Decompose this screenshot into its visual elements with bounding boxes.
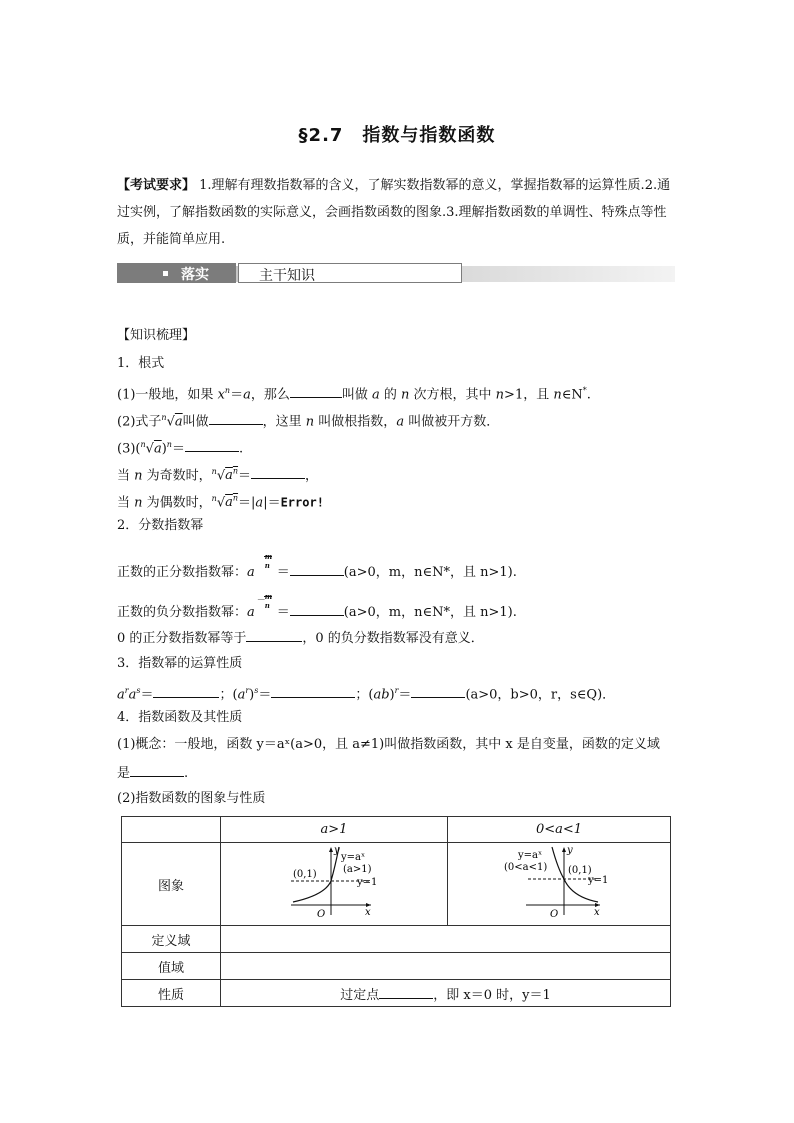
property-cell [221,980,671,1007]
exam-requirements [117,172,677,253]
negative-fraction-exponent: － m n [256,592,273,610]
concept-line-1: (1)概念：一般地，函数 y＝aˣ(a>0，且 a≠1)叫做指数函数，其中 x 是自变量，函数的定义域 [117,737,660,752]
graph1-y-equals-1: y=1 [357,877,378,888]
banner-dark-label: 落实 [181,267,209,283]
heading-radical: 1．根式 [117,356,165,371]
graph2-condition: (0<a<1) [504,862,548,873]
row-label-range: 值域 [122,953,221,980]
graph2-point: (0,1) [568,865,592,876]
graph1-equation: y=aˣ [341,852,366,863]
properties-table [121,816,671,1007]
concept-text-b: 是 [117,766,131,781]
row-label-domain: 定义域 [122,926,221,953]
header-a-lt-1: 0<a<1 [448,817,671,843]
requirements-label: 【考试要求】 [117,178,196,193]
graph-increasing [221,843,447,921]
y-axis-label: y [334,845,340,856]
positive-fraction-condition: (a>0，m，n∈N*，且 n>1). [343,565,517,580]
graph-heading: (2)指数函数的图象与性质 [117,791,266,806]
graph2-equation: y=aˣ [518,850,543,861]
radical-line-2: (2)式子$^n$√a叫做 ，这里 n 叫做根指数，a 叫做被开方数． [117,413,500,430]
knowledge-heading: 【知识梳理】 [117,328,196,343]
banner-square-icon [163,271,168,276]
domain-cell [221,926,671,953]
heading-operations: 3．指数幂的运算性质 [117,656,243,671]
row-label-graph: 图象 [122,843,221,926]
banner-light-label: 主干知识 [259,268,315,284]
zero-fraction-text-b: ，0 的负分数指数幂没有意义． [302,631,484,646]
banner-dark-tab [117,263,236,283]
negative-fraction-label: 正数的负分数指数幂： [117,605,248,620]
table-row-graph [122,843,671,926]
positive-fraction-line: 正数的正分数指数幂：a m n ＝ (a>0，m，n∈N*，且 n>1). [117,552,517,580]
radical-line-even: 当 n 为偶数时，$^n√a^n=|a|=Error$! [117,494,324,511]
zero-fraction-line [117,628,484,648]
graph-cell-increasing [221,843,448,926]
graph2-y-label: y [567,845,573,856]
error-text: Error! [280,495,324,510]
operations-line: $a^ra^s=$ ；$(a^r)^s=$ ；(ab)$^r$＝ (a>0，b>0，r，s∈Q)． [117,686,616,703]
heading-exponential-function: 4．指数函数及其性质 [117,710,243,725]
property-text-b: ，即 x＝0 时，y＝1 [433,987,551,1003]
fraction-exponent: m n [264,552,273,570]
property-text-a: 过定点 [340,987,380,1003]
graph2-x-label: x [594,907,600,918]
concept-line-2: 是 . [117,763,188,783]
header-a-gt-1: a>1 [221,817,448,843]
graph1-origin: O [317,909,326,920]
negative-fraction-condition: (a>0，m，n∈N*，且 n>1). [343,605,517,620]
row-label-property: 性质 [122,980,221,1007]
banner-light-tab [238,263,462,283]
positive-fraction-label: 正数的正分数指数幂： [117,565,248,580]
page-title: §2.7 指数与指数函数 [298,125,496,146]
graph2-origin: O [550,909,559,920]
heading-fraction-exponent: 2．分数指数幂 [117,518,204,533]
table-row-range [122,953,671,980]
table-row-domain [122,926,671,953]
graph1-x-label: x [365,907,371,918]
graph-cell-decreasing [448,843,671,926]
range-cell [221,953,671,980]
negative-fraction-line: 正数的负分数指数幂：a － m n ＝ (a>0，m，n∈N*，且 n>1). [117,592,517,620]
zero-fraction-text-a: 0 的正分数指数幂等于 [117,631,247,646]
graph1-point: (0,1) [293,869,317,880]
table-row-property [122,980,671,1007]
graph1-condition: (a>1) [343,864,372,875]
table-header-row [122,817,671,843]
requirements-text: 1.理解有理数指数幂的含义，了解实数指数幂的意义，掌握指数幂的运算性质.2.通过实例，了解指数函数的实际意义，会画指数函数的图象.3.理解指数函数的单调性、特殊点等性质，并能简单应用. [117,178,671,247]
table-corner-cell [122,817,221,843]
graph2-y-equals-1: y=1 [588,875,609,886]
radical-line-3: $(3)(^n√a)^n=$ . [117,440,244,457]
radical-line-1: (1)一般地，如果 $x^n=a$，那么 叫做 a 的 n 次方根，其中 n>1，且 n∈N*. [117,386,591,403]
graph-decreasing [448,843,670,921]
radical-line-odd: 当 n 为奇数时，$^n√a^n=$ ， [117,467,319,484]
operations-condition: (a>0，b>0，r，s∈Q)． [465,687,616,703]
section-banner [117,262,675,284]
